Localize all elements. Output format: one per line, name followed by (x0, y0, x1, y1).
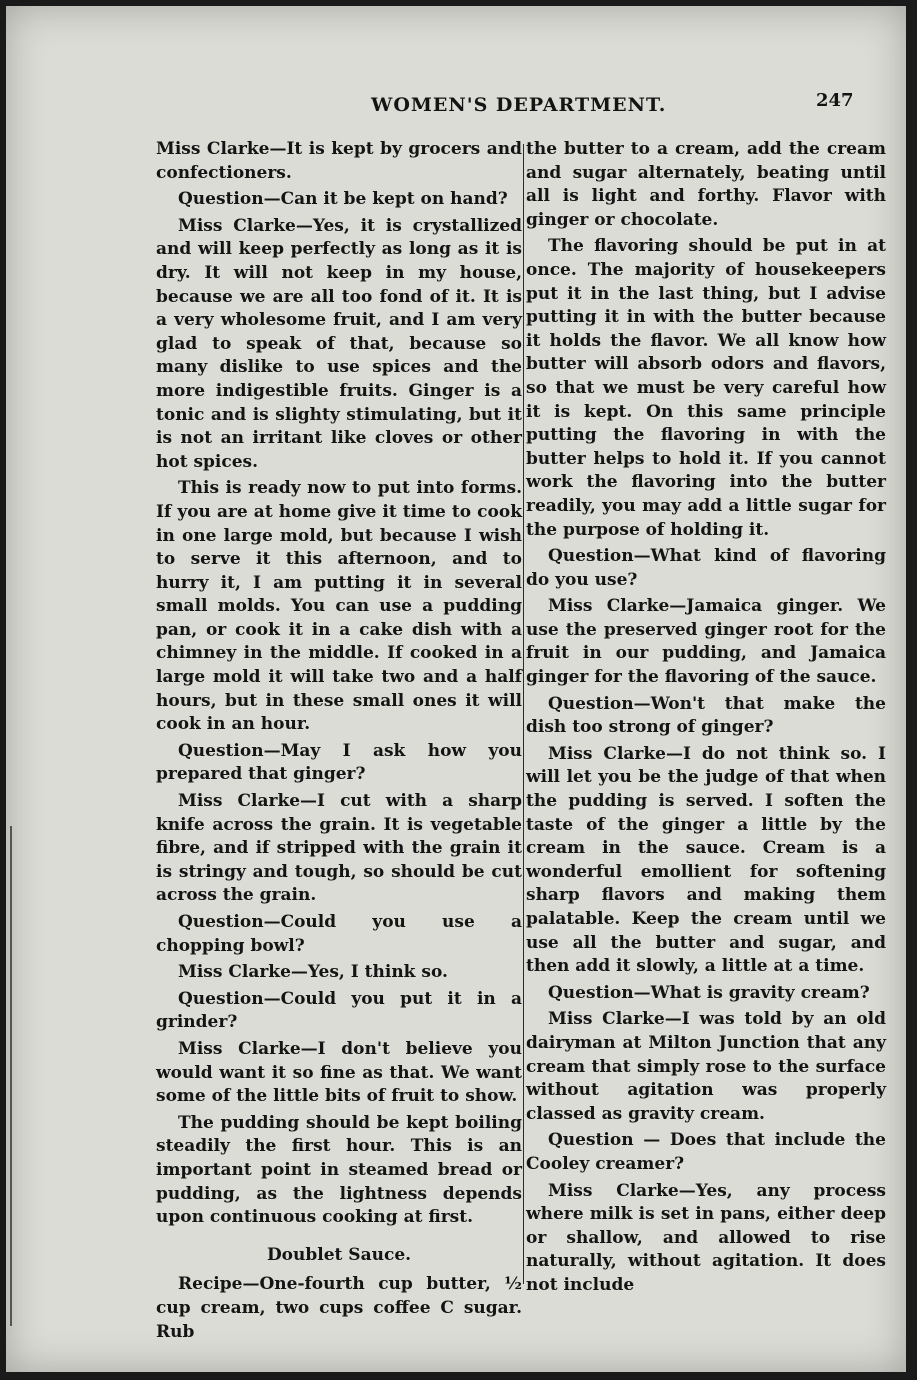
paragraph: Question—What kind of flavoring do you use? (526, 546, 886, 590)
paragraph: Miss Clarke—Yes, it is crystallized and will keep perfectly as long as it is dry. It will not keep in my house, because we are all too fond of it. It is a very wholesome fruit, and I am very glad to speak of that, because so many dislike to use spices and the more indigestible fruits. Ginger is a tonic and is slighty stimulating, but it is not an irritant like cloves or other hot spices. (156, 215, 522, 472)
paragraph: Miss Clarke—I cut with a sharp knife across the grain. It is vegetable fibre, and if stripped with the grain it is stringy and tough, so should be cut across the grain. (156, 791, 522, 906)
book-page (6, 6, 906, 1372)
right-column (526, 138, 886, 1301)
page-number: 247 (816, 90, 854, 111)
paragraph: Question—Could you put it in a grinder? (156, 988, 522, 1033)
paragraph: Question—May I ask how you prepared that ginger? (156, 740, 522, 785)
paragraph: the butter to a cream, add the cream and sugar alternately, beating until all is light and forthy. Flavor with ginger or chocolate. (526, 139, 886, 230)
paragraph: Miss Clarke—Jamaica ginger. We use the preserved ginger root for the fruit in our pudding, and Jamaica ginger for the flavoring of the sauce. (526, 596, 886, 688)
page-edge-shadow (10, 826, 12, 1326)
paragraph: Miss Clarke—Yes, I think so. (178, 962, 448, 983)
paragraph: Question—Can it be kept on hand? (178, 189, 508, 210)
running-header (6, 88, 906, 118)
paragraph: Miss Clarke—I do not think so. I will let you be the judge of that when the pudding is served. I soften the taste of the ginger a little by the cream in the sauce. Cream is a wonderful emollient for softening sharp flavors and making them palatable. Keep the cream until we use all the butter and sugar, and then add it slowly, a little at a time. (526, 743, 886, 977)
column-divider (523, 144, 524, 1284)
left-column (156, 138, 522, 1347)
paragraph: Miss Clarke—It is kept by grocers and confectioners. (156, 139, 522, 183)
paragraph: Question—Won't that make the dish too strong of ginger? (526, 693, 886, 738)
paragraph: This is ready now to put into forms. If you are at home give it time to cook in one large mold, but because I wish to serve it this afternoon, and to hurry it, I am putting it in several small molds. You can use a pudding pan, or cook it in a cake dish with a chimney in the middle. If cooked in a large mold it will take two and a half hours, but in these small ones it will cook in an hour. (156, 478, 522, 735)
paragraph: The pudding should be kept boiling steadily the first hour. This is an important point in steamed bread or pudding, as the lightness depends upon continuous cooking at first. (156, 1112, 522, 1228)
paragraph: Question — Does that include the Cooley creamer? (526, 1130, 886, 1174)
paragraph: Question—Could you use a chopping bowl? (156, 912, 522, 956)
paragraph: Question—What is gravity cream? (548, 982, 870, 1003)
paragraph: Miss Clarke—I don't believe you would want it so fine as that. We want some of the little bits of fruit to show. (156, 1038, 522, 1107)
paragraph: Miss Clarke—Yes, any process where milk is set in pans, either deep or shallow, and allowed to rise naturally, without agitation. It does not include (526, 1180, 886, 1295)
paragraph: Miss Clarke—I was told by an old dairyman at Milton Junction that any cream that simply rose to the surface without agitation was properly classed as gravity cream. (526, 1009, 886, 1124)
paragraph: The flavoring should be put in at once. The majority of housekeepers put it in the last thing, but I advise putting it in with the butter because it holds the flavor. We all know how butter will absorb odors and flavors, so that we must be very careful how it is kept. On this same principle putting the flavoring in with the butter helps to hold it. If you cannot work the flavoring into the butter readily, you may add a little sugar for the purpose of holding it. (526, 236, 886, 540)
section-heading: Doublet Sauce. (266, 1244, 412, 1265)
paragraph: Recipe—One-fourth cup butter, ½ cup cream, two cups coffee C sugar. Rub (156, 1274, 522, 1342)
running-title: WOMEN'S DEPARTMENT. (371, 94, 667, 116)
